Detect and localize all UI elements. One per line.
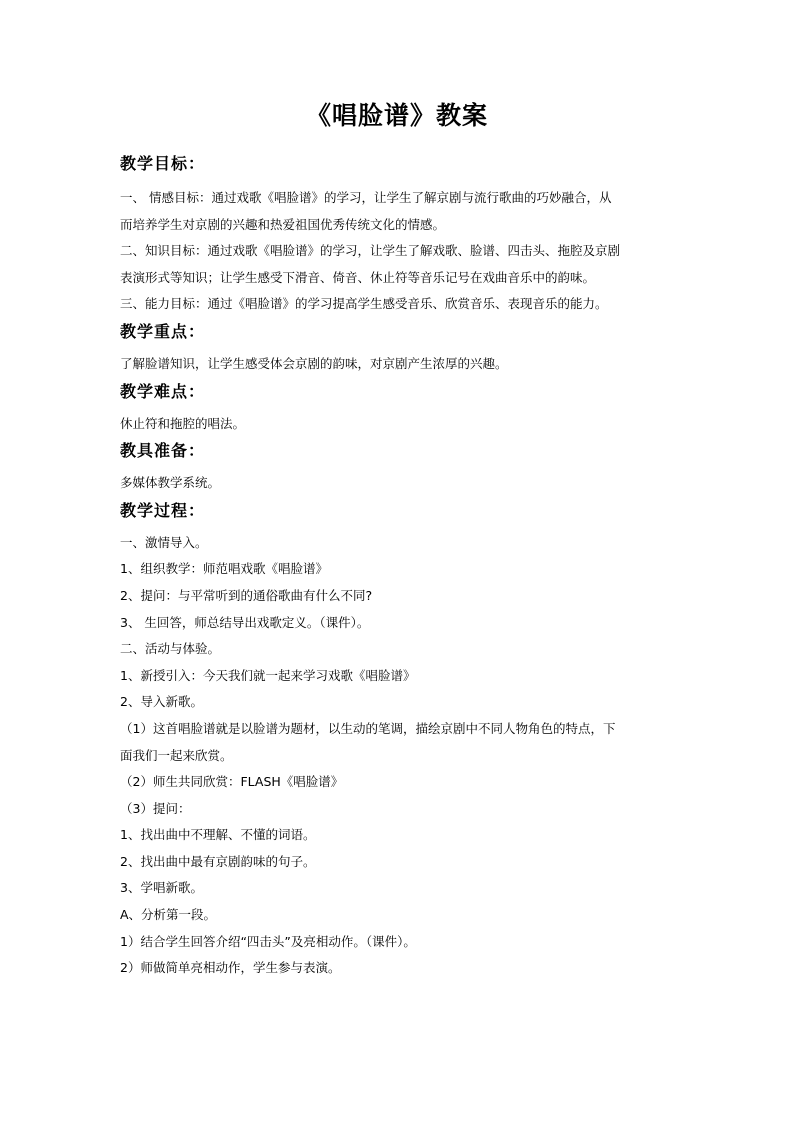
paragraph: 3、学唱新歌。 [120, 880, 203, 896]
section-heading: 教学重点： [120, 321, 206, 341]
paragraph: 表演形式等知识；让学生感受下滑音、倚音、休止符等音乐记号在戏曲音乐中的韵味。 [120, 269, 596, 285]
paragraph: 3、 生回答，师总结导出戏歌定义。（课件）。 [120, 614, 370, 630]
section-teaching-aids [120, 439, 680, 497]
paragraph: 多媒体教学系统。 [120, 475, 221, 491]
section-teaching-process [120, 499, 680, 982]
paragraph: 一、 情感目标：通过戏歌《唱脸谱》的学习，让学生了解京剧与流行歌曲的巧妙融合，从 [120, 190, 612, 205]
paragraph: A、分析第一段。 [120, 907, 217, 923]
section-heading: 教学过程： [120, 500, 206, 520]
paragraph: 面我们一起来欣赏。 [120, 747, 233, 763]
paragraph: 二、知识目标：通过戏歌《唱脸谱》的学习，让学生了解戏歌、脸谱、四击头、拖腔及京剧 [120, 243, 621, 259]
section-difficulties [120, 380, 680, 438]
paragraph: 2）师做简单亮相动作，学生参与表演。 [120, 960, 341, 976]
document-title: 《唱脸谱》教案 [305, 101, 488, 130]
paragraph: 三、能力目标：通过《唱脸谱》的学习提高学生感受音乐、欣赏音乐、表现音乐的能力。 [120, 296, 608, 312]
paragraph: 1）结合学生回答介绍“四击头”及亮相动作。（课件）。 [120, 933, 416, 949]
paragraph: 2、导入新歌。 [120, 694, 203, 710]
paragraph: （2）师生共同欣赏：FLASH《唱脸谱》 [120, 774, 344, 790]
paragraph: 一、激情导入。 [120, 534, 208, 550]
paragraph: 休止符和拖腔的唱法。 [120, 415, 246, 431]
section-heading: 教具准备： [120, 441, 206, 461]
section-heading: 教学难点： [120, 381, 206, 401]
paragraph: 1、组织教学：师范唱戏歌《唱脸谱》 [120, 561, 328, 577]
paragraph: 了解脸谱知识，让学生感受体会京剧的韵味，对京剧产生浓厚的兴趣。 [120, 355, 508, 371]
paragraph: （3）提问： [120, 800, 191, 816]
paragraph: 1、新授引入：今天我们就一起来学习戏歌《唱脸谱》 [120, 667, 416, 683]
section-key-points [120, 320, 680, 378]
paragraph: 2、找出曲中最有京剧韵味的句子。 [120, 853, 316, 869]
paragraph: 二、活动与体验。 [120, 641, 221, 657]
paragraph: 2、提问：与平常听到的通俗歌曲有什么不同? [120, 587, 373, 603]
paragraph: 而培养学生对京剧的兴趣和热爱祖国优秀传统文化的情感。 [120, 216, 446, 232]
section-heading: 教学目标： [120, 154, 206, 173]
paragraph: 1、找出曲中不理解、不懂的词语。 [120, 827, 316, 843]
section-teaching-goals [120, 152, 680, 318]
paragraph: （1）这首唱脸谱就是以脸谱为题材，以生动的笔调，描绘京剧中不同人物角色的特点，下 [120, 720, 616, 736]
document-body [120, 152, 680, 982]
